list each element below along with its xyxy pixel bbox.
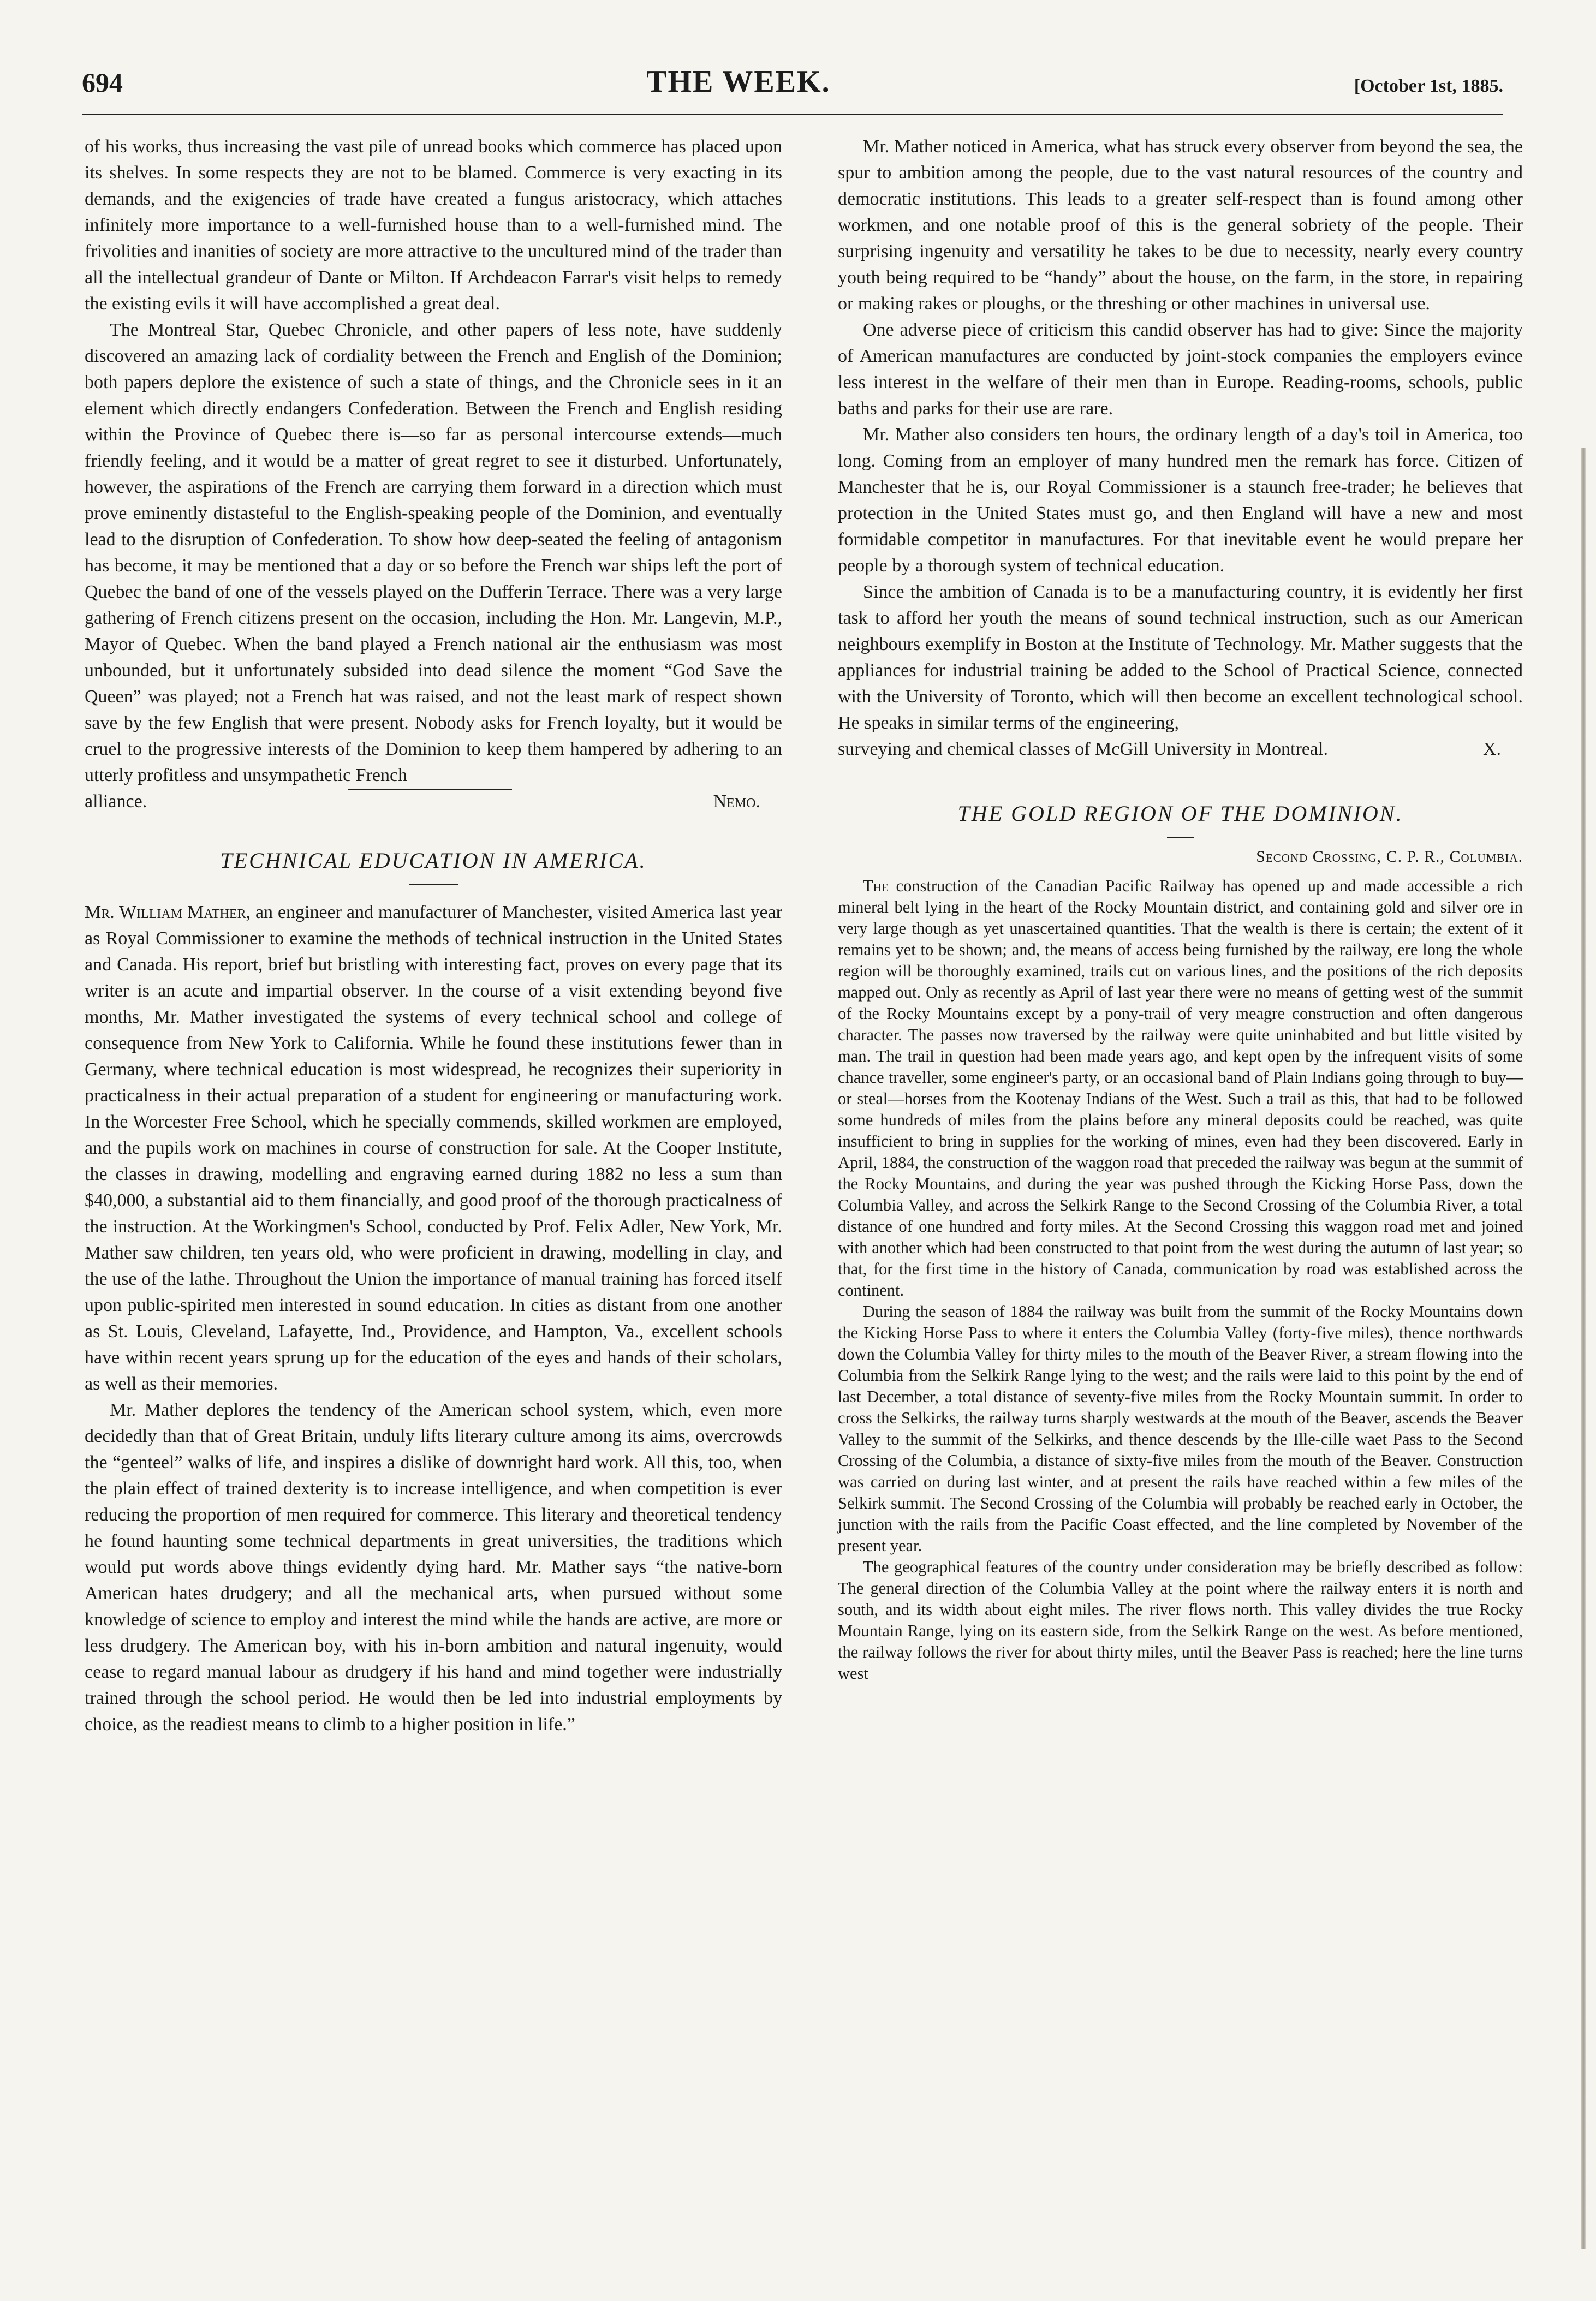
separator-rule	[348, 789, 512, 790]
paragraph-body: construction of the Canadian Pacific Railway has opened up and made accessible a rich mineral belt lying in the heart of the Rocky Mountain district, and containing gold and silver ore in very large though as yet unascertained quantities. That the wealth is there is certain; the extent of it remains yet to be shown; and, the means of access being furnished by the railway, ere long the whole region will be thoroughly examined, trails cut on various lines, and the positions of the rich deposits mapped out. Only as recently as April of last year there were no means of getting west of the summit of the Rocky Mountains except by a pony-trail of very meagre construction and often dangerous character. The passes now traversed by the railway were quite uninhabited and but little visited by man. The trail in question had been made years ago, and kept open by the infrequent visits of some chance traveller, some engineer's party, or an occasional band of Plain Indians going through to buy—or steal—horses from the Kootenay Indians of the West. Such a trail as this, that had to be followed some hundreds of miles from the plains before any mineral deposits could be reached, was quite insufficient to bring in supplies for the working of mines, even had they been discovered. Early in April, 1884, the construction of the waggon road that preceded the railway was begun at the summit of the Rocky Mountains, and during the year was pushed through the Kicking Horse Pass, down the Columbia Valley, and across the Selkirk Range to the Second Crossing of the Columbia River, a total distance of one hundred and forty miles. At the Second Crossing this waggon road met and joined with another which had been constructed to that point from the west during the autumn of last year; so that, for the first time in the history of Canada, communication by road was established across the continent.	[838, 877, 1523, 1299]
paragraph: During the season of 1884 the railway was built from the summit of the Rocky Mountains down the Kicking Horse Pass to where it enters the Columbia Valley (forty-five miles), thence northwards down the Columbia Valley for thirty miles to the mouth of the Beaver River, a stream flowing into the Columbia from the Selkirk Range lying to the west; and the rails were laid to this point by the end of last December, a total distance of seventy-five miles from the Rocky Mountain summit. In order to cross the Selkirks, the railway turns sharply westwards at the mouth of the Beaver, ascends the Beaver Valley to the summit of the Selkirks, and thence descends by the Ille-cille waet Pass to the Second Crossing of the Columbia, a distance of sixty-five miles from the mouth of the Beaver. Construction was carried on during last winter, and at present the rails have reached within a few miles of the Selkirk summit. The Second Crossing of the Columbia will probably be reached early in October, the junction with the rails from the Pacific Coast effected, and the line completed by November of the present year.	[838, 1302, 1523, 1555]
lead-in: The	[863, 877, 889, 895]
right-column	[838, 134, 1523, 1684]
page-number: 694	[82, 67, 123, 98]
paragraph: Mr. Mather also considers ten hours, the ordinary length of a day's toil in America, too long. Coming from an employer of many hundred men the remark has force. Citizen of Manchester that he is, our Royal Commissioner is a staunch free-trader; he believes that protection in the United States must go, and then England will have a new and most formidable competitor in manufactures. For that inevitable event he would prepare her people by a thorough system of technical education.	[838, 425, 1523, 576]
paragraph: Mr. Mather noticed in America, what has struck every observer from beyond the sea, the spur to ambition among the people, due to the vast natural resources of the country and democratic institutions. This leads to a greater self-respect than is found among other workmen, and one notable proof of this is the general sobriety of the people. Their surprising ingenuity and versatility he takes to be due to necessity, nearly every country youth being required to be “handy” about the house, on the farm, in the store, in repairing or making rakes or ploughs, or the threshing or other machines in universal use.	[838, 136, 1523, 314]
paragraph-end: surveying and chemical classes of McGill University in Montreal.	[838, 739, 1328, 759]
paragraph: One adverse piece of criticism this candid observer has had to give: Since the majority of American manufactures are conducted by joint-stock companies the employers evince less interest in the welfare of their men than in Europe. Reading-rooms, schools, public baths and parks for their use are rare.	[838, 320, 1523, 419]
paragraph: The Montreal Star, Quebec Chronicle, and other papers of less note, have suddenly discovered an amazing lack of cordiality between the French and English of the Dominion; both papers deplore the existence of such a state of things, and the Chronicle sees in it an element which directly endangers Confederation. Between the French and English residing within the Province of Quebec there is—so far as personal intercourse extends—much friendly feeling, and it would be a matter of great regret to see it disturbed. Unfortunately, however, the aspirations of the French are carrying them forward in a direction which must prove eminently distasteful to the English-speaking people of the Dominion, and eventually lead to the disruption of Confederation. To show how deep-seated the feeling of antagonism has become, it may be mentioned that a day or so before the French war ships left the port of Quebec the band of one of the vessels played on the Dufferin Terrace. There was a very large gathering of French citizens present on the occasion, including the Hon. Mr. Langevin, M.P., Mayor of Quebec. When the band played a French national air the enthusiasm was most unbounded, but it unfortunately subsided into dead silence the moment “God Save the Queen” was played; not a French hat was raised, and not the least mark of respect shown save by the few English that were present. Nobody asks for French loyalty, but it would be cruel to the progressive interests of the Dominion to keep them hampered by adhering to an utterly profitless and unsympathetic French	[85, 320, 782, 785]
page-header	[82, 64, 1503, 108]
title-rule	[409, 884, 458, 885]
paragraph	[85, 899, 782, 1397]
signature-row	[85, 789, 782, 815]
paragraph-body: an engineer and manufacturer of Manchester, visited America last year as Royal Commissioner to examine the methods of technical instruction in the United States and Canada. His report, brief but bristling with interesting fact, proves on every page that its writer is an acute and impartial observer. In the course of a visit extending beyond five months, Mr. Mather investigated the systems of every technical school and college of consequence from New York to California. While he found these institutions fewer than in Germany, where technical education is most widespread, he recognizes their superiority in practicalness in their actual preparation of a student for engineering or manufacturing work. In the Worcester Free School, which he specially commends, skilled workmen are employed, and the pupils work on machines in course of construction for sale. At the Cooper Institute, the classes in drawing, modelling and engraving earned during 1882 no less a sum than $40,000, a substantial aid to them financially, and good proof of the thorough practicalness of the instruction. At the Workingmen's School, conducted by Prof. Felix Adler, New York, Mr. Mather saw children, ten years old, who were proficient in drawing, modelling in clay, and the use of the lathe. Throughout the Union the importance of manual training has forced itself upon public-spirited men interested in sound education. In cities as distant from one another as St. Louis, Cleveland, Lafayette, Ind., Providence, and Hampton, Va., excellent schools have within recent years sprung up for the education of the eyes and hands of their scholars, as well as their memories.	[85, 902, 782, 1394]
title-rule	[1167, 837, 1194, 838]
paragraph	[838, 875, 1523, 1301]
signature-row	[838, 736, 1523, 762]
paragraph: Since the ambition of Canada is to be a manufacturing country, it is evidently her first task to afford her youth the means of sound technical instruction, such as our American neighbours exemplify in Boston at the Institute of Technology. Mr. Mather suggests that the appliances for industrial training be added to the School of Practical Science, connected with the University of Toronto, which will then become an excellent technological school. He speaks in similar terms of the engineering,	[838, 582, 1523, 733]
author-signature: Nemo.	[713, 791, 760, 812]
issue-date: [October 1st, 1885.	[1354, 76, 1503, 96]
section-title: THE GOLD REGION OF THE DOMINION.	[957, 801, 1403, 826]
scan-edge-shadow	[1581, 448, 1586, 2249]
left-column	[85, 134, 782, 1738]
header-rule	[82, 114, 1503, 115]
paragraph-end: alliance.	[85, 791, 147, 812]
paragraph: Mr. Mather deplores the tendency of the American school system, which, even more decidedly than that of Great Britain, unduly lifts literary culture among its aims, overcrowds the “genteel” walks of life, and inspires a dislike of downright hard work. All this, too, when the plain effect of trained dexterity is to increase intelligence, and when competition is ever reducing the proportion of men required for commerce. This literary and theoretical tendency he found haunting some technical departments in great universities, the traditions which would put words above things evidently dying hard. Mr. Mather says “the native-born American hates drudgery; and all the mechanical arts, when pursued without some knowledge of science to employ and interest the mind while the hands are active, are more or less drudgery. The American boy, with his in-born ambition and natural ingenuity, would cease to regard manual labour as drudgery if his hand and mind together were industrially trained through the school period. He would then be led into industrial employments by choice, as the readiest means to climb to a higher position in life.”	[85, 1400, 782, 1734]
masthead-title: THE WEEK.	[646, 65, 831, 99]
author-signature: X.	[1482, 739, 1501, 759]
paragraph: of his works, thus increasing the vast pile of unread books which commerce has placed upon its shelves. In some respects they are not to be blamed. Commerce is very exacting in its demands, and the exigencies of trade have created a fungus aristocracy, which attaches infinitely more importance to a well-furnished house than to a well-furnished mind. The frivolities and inanities of society are more attractive to the uncultured mind of the trader than all the intellectual grandeur of Dante or Milton. If Archdeacon Farrar's visit helps to remedy the existing evils it will have accomplished a great deal.	[85, 136, 782, 314]
paragraph: The geographical features of the country under consideration may be briefly described as follow: The general direction of the Columbia Valley at the point where the railway enters it is north and south, and its width about eight miles. The river flows north. This valley divides the true Rocky Mountain Range, lying on its eastern side, from the Selkirk Range on the west. As before mentioned, the railway follows the river for about thirty miles, until the Beaver Pass is reached; here the line turns west	[838, 1558, 1523, 1683]
section-title: TECHNICAL EDUCATION IN AMERICA.	[220, 848, 647, 873]
dateline: Second Crossing, C. P. R., Columbia.	[1256, 848, 1523, 866]
lead-in: Mr. William Mather,	[85, 902, 251, 922]
